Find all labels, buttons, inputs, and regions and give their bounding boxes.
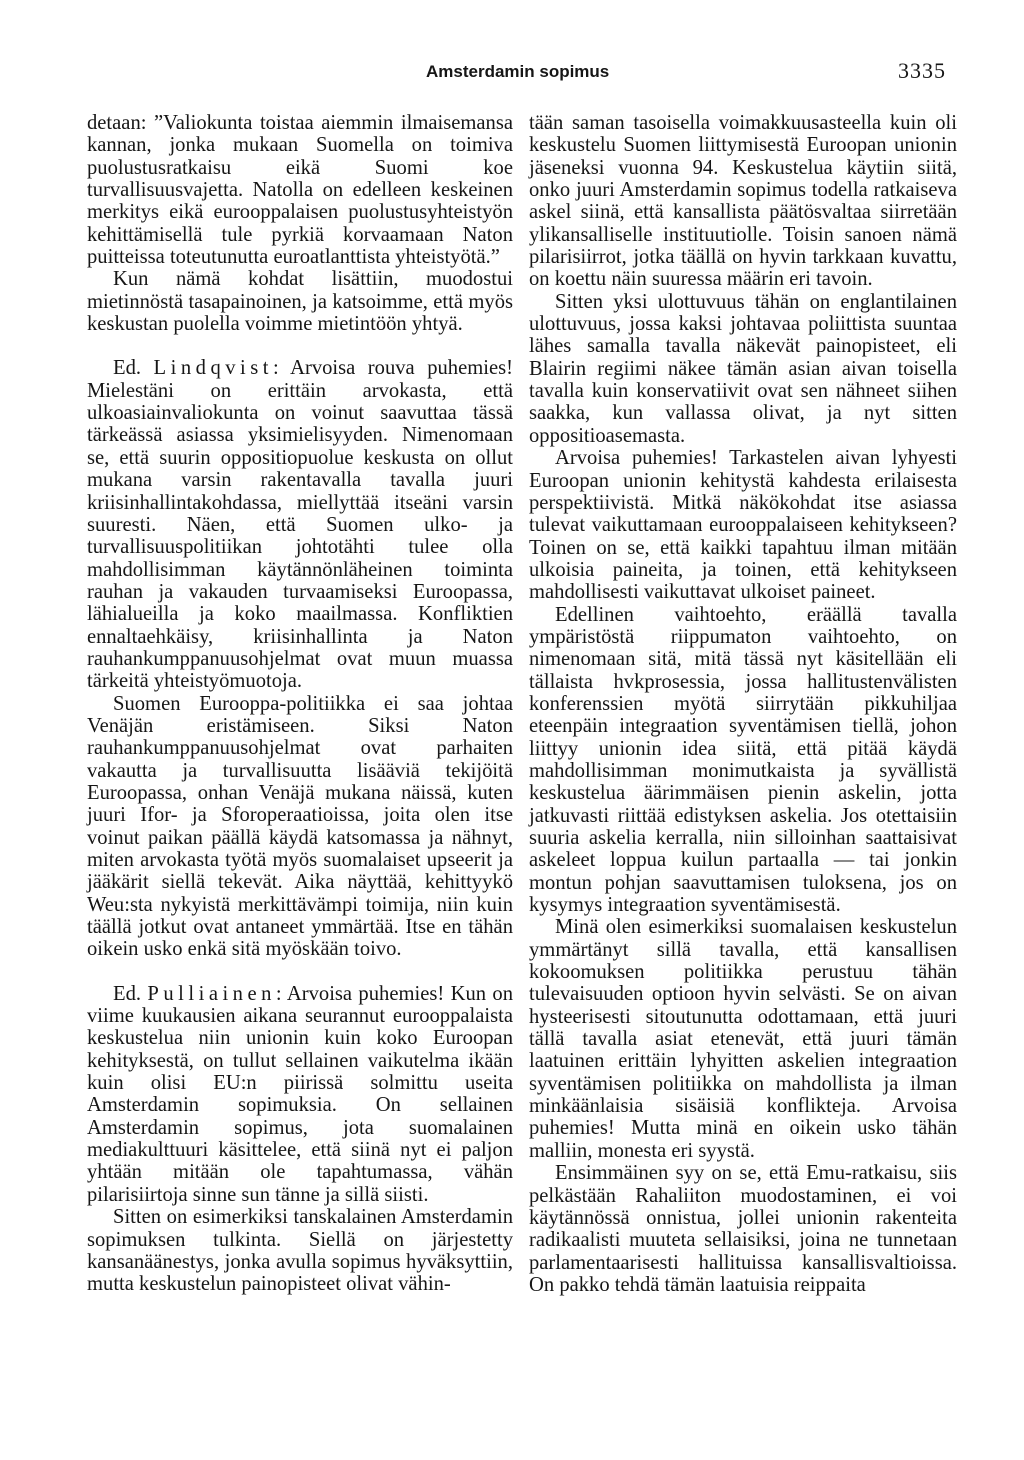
speaker-name: Lindqvist <box>153 357 273 380</box>
paragraph: Kun nämä kohdat lisättiin, muodostui mietinnöstä tasapainoinen, ja katsoimme, että myös keskustan puolella voimme mietintöön yhtyä. <box>87 268 513 336</box>
speaker-prefix: Ed. <box>113 982 142 1005</box>
paragraph: Arvoisa puhemies! Tarkastelen aivan lyhyesti Euroopan unionin kehitystä kahdesta erilaisesta perspektiivistä. Mitkä näkökohdat itse asiassa tulevat vaikuttamaan eurooppalaiseen kehitykseen? Toinen on se, että kaikki tapahtuu ilman mitään ulkoisia paineita, ja toinen, että kehitykseen mahdollisesti vaikuttavat ulkoiset paineet. <box>529 447 957 604</box>
right-column <box>529 112 957 1296</box>
speaker-prefix: Ed. <box>113 357 142 380</box>
paragraph: Sitten on esimerkiksi tanskalainen Amsterdamin sopimuksen tulkinta. Siellä on järjestetty kansanäänestys, jonka avulla sopimus hyväksyttiin, mutta keskustelun painopisteet olivat vähin- <box>87 1206 513 1296</box>
page-header <box>0 0 1024 100</box>
paragraph: Ensimmäinen syy on se, että Emu-ratkaisu, siis pelkästään Rahaliiton muodostaminen, ei voi käytännössä onnistua, jollei unionin rakenteita radikaalisti muuteta sellaisiksi, joina ne tunnetaan parlamentaarisesti hallituissa kansallisvaltioissa. On pakko tehdä tämän laatuisia reippaita <box>529 1162 957 1296</box>
running-title: Amsterdamin sopimus <box>426 62 610 81</box>
paragraph: Sitten yksi ulottuvuus tähän on englantilainen ulottuvuus, jossa kaksi johtavaa poliittista suuntaa lähes samalla tavalla näkevät painopisteet, eli Blairin regiimi näkee tämän asian aivan toisella tavalla kuin konservatiivit ovat sen nähneet siihen saakka, kun vallassa olivat, ja nyt sitten oppositioasemasta. <box>529 290 957 447</box>
speech-text: : Arvoisa rouva puhemies! Mielestäni on erittäin arvokasta, että ulkoasiainvaliokunta on voinut saavuttaa tässä tärkeässä asiassa yksimielisyyden. Nimenomaan se, että suurin oppositiopuolue keskusta on ollut mukana varsin rakentavalla tavalla juuri kriisinhallintakohdassa, miellyttää itseäni varsin suuresti. Näen, että Suomen ulko- ja turvallisuuspolitiikan johtotähti tulee olla mahdollisimman käytännönläheinen toiminta rauhan ja vakauden turvaamiseksi Euroopassa, lähialueilla ja koko maailmassa. Konfliktien ennaltaehkäisy, kriisinhallinta ja Naton rauhankumppanuusohjelmat ovat muun muassa tärkeitä yhteistyömuotoja. <box>87 357 513 693</box>
speech-pulliainen <box>87 983 513 1206</box>
paragraph: detaan: ”Valiokunta toistaa aiemmin ilmaisemansa kannan, jonka mukaan Suomella on toimiva puolustusratkaisu eikä Suomi koe turvallisuusvajetta. Natolla on edelleen keskeinen merkitys eikä eurooppalaisen puolustusyhteistyön kehittämisellä tule pyrkiä korvaamaan Naton puitteissa toteutunutta euroatlanttista yhteistyötä.” <box>87 112 513 269</box>
speech-text: : Arvoisa puhemies! Kun on viime kuukausien aikana seurannut eurooppalaista keskustelua niin unionin kuin koko Euroopan kehityksestä, on tullut sellainen vaikutelma ikään kuin olisi EU:n piirissä solmittu useita Amsterdamin sopimuksia. On sellainen Amsterdamin sopimus, jota suomalainen mediakulttuuri käsittelee, että siinä nyt ei paljon yhtään mitään ole tapahtumassa, vähän pilarisiirtoja sinne sun tänne ja sillä siisti. <box>87 982 513 1206</box>
paragraph: Edellinen vaihtoehto, eräällä tavalla ympäristöstä riippumaton vaihtoehto, on nimenomaan sitä, mitä tässä nyt käsitellään eli tällaista hvkprosessia, jossa hallitustenvälisten konferenssien myötä siirrytään pikkuhiljaa eteenpäin integraation syventämisen tiellä, johon liittyy unionin idea siitä, että pitää käydä mahdollisimman monimutkaista ja syvällistä keskustelua äärimmäisen pienin askelin, jotta jatkuvasti riittää edistyksen askelia. Jos otettaisiin suuria askelia kerralla, niin silloinhan saattaisivat askeleet loppua kuilun partaalla — tai jonkin montun pohjan saavuttamisen tuloksena, jos on kysymys integraation syventämisestä. <box>529 603 957 917</box>
speech-lindqvist <box>87 357 513 692</box>
paragraph: Minä olen esimerkiksi suomalaisen keskustelun ymmärtänyt sillä tavalla, että kansallisen kokoomuksen politiikka perustuu tähän tulevaisuuden optioon hyvin selvästi. Se on aivan hysteerisesti sitoutunutta odottamaan, että juuri tällä tavalla asiat etenevät, että juuri tämän laatuinen erittäin lyhyitten askelien integraation syventämisen politiikka on mahdollista ja ilman minkäänlaisia sisäisiä konflikteja. Arvoisa puhemies! Mutta minä en oikein usko tähän malliin, monesta eri syystä. <box>529 916 957 1162</box>
left-column <box>87 112 513 1296</box>
page-number: 3335 <box>898 58 946 83</box>
speaker-name: Pulliainen <box>147 982 276 1005</box>
paragraph: tään saman tasoisella voimakkuusasteella kuin oli keskustelu Suomen liittymisestä Euroopan unionin jäseneksi vuonna 94. Keskustelua käytiin siitä, onko juuri Amsterdamin sopimus todella ratkaiseva askel siinä, että kansallista päätösvaltaa siirretään ylikansalliselle instituutiolle. Toisin sanoen nämä pilarisiirrot, jotka täällä on hyvin tarkkaan kuvattu, on koettu näin suuressa määrin eri tavoin. <box>529 112 957 291</box>
paragraph: Suomen Eurooppa-politiikka ei saa johtaa Venäjän eristämiseen. Siksi Naton rauhankumppanuusohjelmat ovat parhaiten vakautta ja turvallisuutta lisääviä tekijöitä Euroopassa, onhan Venäjä mukana näissä, kuten juuri Ifor- ja Sforoperaatioissa, joita olen itse voinut paikan päällä käydä katsomassa ja nähnyt, miten arvokasta työtä myös suomalaiset upseerit ja jääkärit siellä tekevät. Aika näyttää, kehittyykö Weu:sta nykyistä merkittävämpi toimija, niin kuin täällä jotkut ovat antaneet ymmärtää. Itse en tähän oikein usko enkä sitä myöskään toivo. <box>87 692 513 961</box>
